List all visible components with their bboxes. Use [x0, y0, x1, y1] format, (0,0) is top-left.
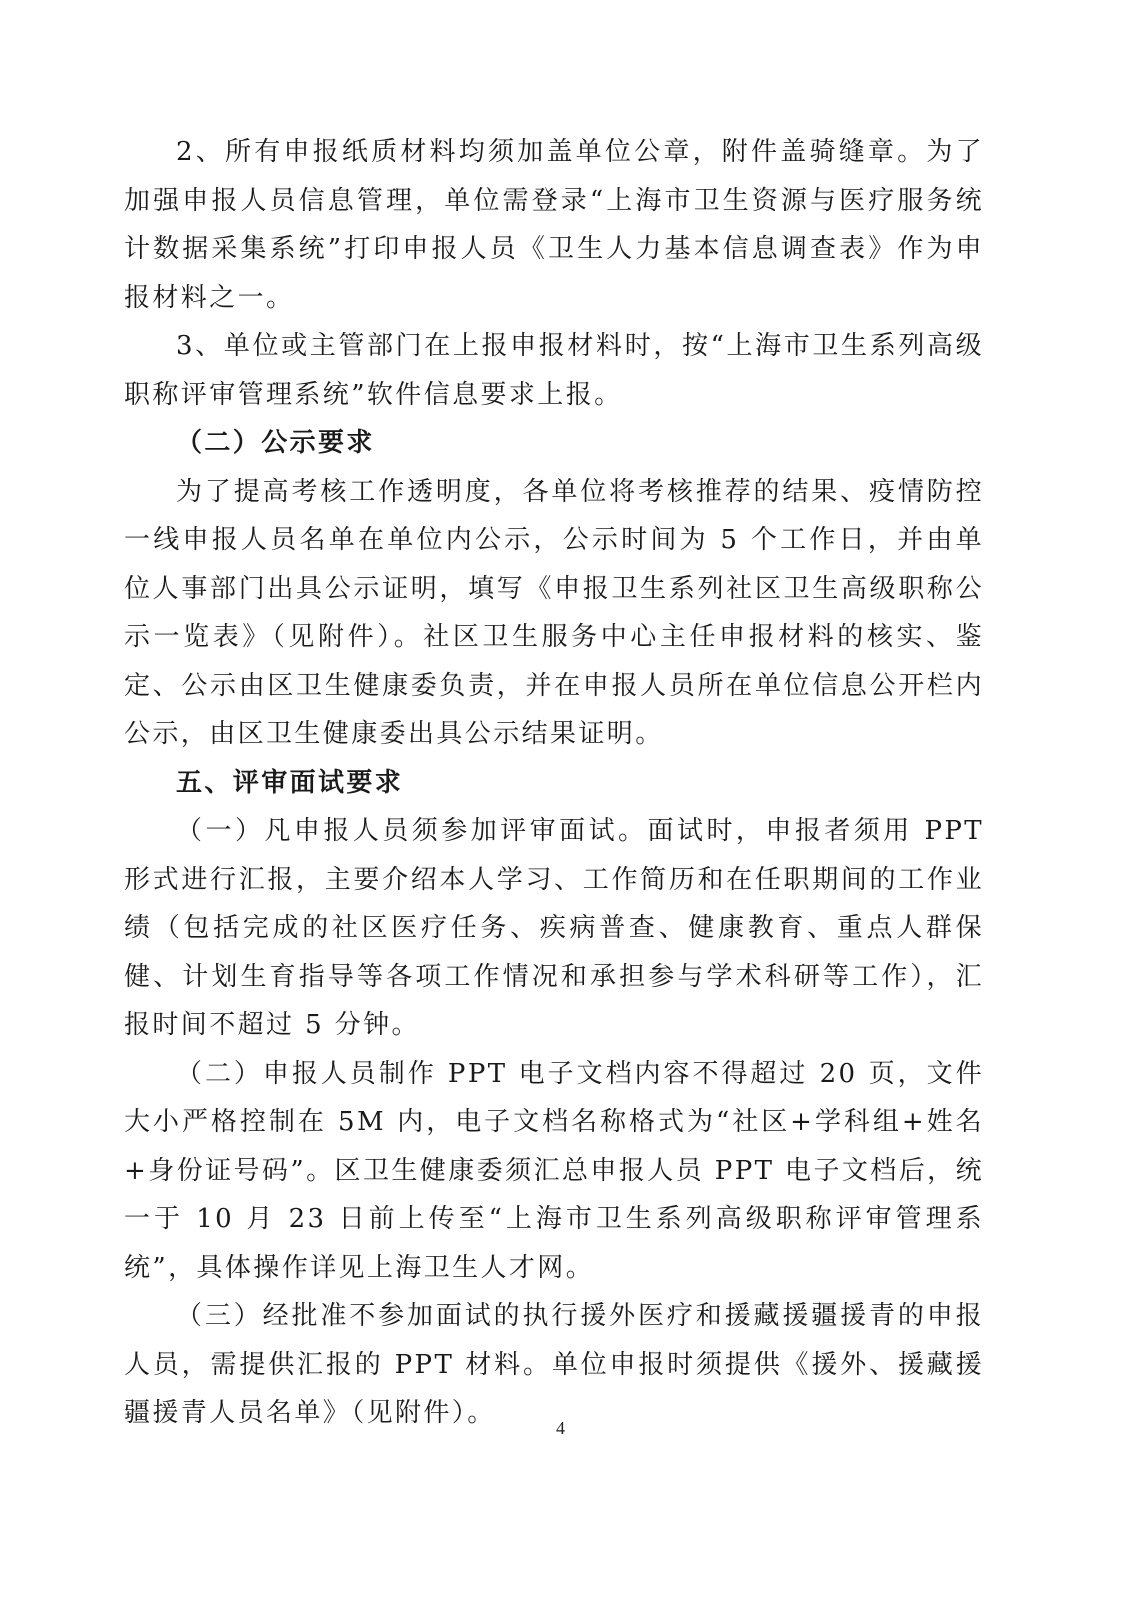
paragraph-reporting-system: 3、单位或主管部门在上报申报材料时，按“上海市卫生系列高级职称评审管理系统”软件信息要求上报。	[124, 331, 984, 410]
page-number: 4	[556, 1418, 565, 1438]
paragraph-publicity: 为了提高考核工作透明度，各单位将考核推荐的结果、疫情防控一线申报人员名单在单位内公示，公示时间为 5 个工作日，并由单位人事部门出具公示证明，填写《申报卫生系列社区卫生高级职称公示一览表》（见附件）。社区卫生服务中心主任申报材料的核实、鉴定、公示由区卫生健康委负责，并在申报人员所在单位信息公开栏内公示，由区卫生健康委出具公示结果证明。	[124, 476, 984, 749]
paragraph-interview-2: （二）申报人员制作 PPT 电子文档内容不得超过 20 页，文件大小严格控制在 5M 内，电子文档名称格式为“社区+学科组+姓名+身份证号码”。区卫生健康委须汇总申报人员 PPT 电子文档后，统一于 10 月 23 日前上传至“上海市卫生系列高级职称评审管理系统”，具体操作详见上海卫生人才网。	[124, 1058, 984, 1283]
paragraph-interview-3: （三）经批准不参加面试的执行援外医疗和援藏援疆援青的申报人员，需提供汇报的 PPT 材料。单位申报时须提供《援外、援藏援疆援青人员名单》（见附件）。	[124, 1301, 984, 1428]
heading-publicity-requirements: （二）公示要求	[176, 428, 375, 458]
heading-interview-requirements: 五、评审面试要求	[176, 767, 404, 798]
paragraph-interview-1: （一）凡申报人员须参加评审面试。面试时，申报者须用 PPT 形式进行汇报，主要介绍本人学习、工作简历和在任职期间的工作业绩（包括完成的社区医疗任务、疾病普查、健康教育、重点人群保健、计划生育指导等各项工作情况和承担参与学术科研等工作），汇报时间不超过 5 分钟。	[124, 816, 984, 1040]
document-body	[124, 128, 984, 1438]
paragraph-paper-materials: 2、所有申报纸质材料均须加盖单位公章，附件盖骑缝章。为了加强申报人员信息管理，单位需登录“上海市卫生资源与医疗服务统计数据采集系统”打印申报人员《卫生人力基本信息调查表》作为申报材料之一。	[124, 137, 984, 313]
